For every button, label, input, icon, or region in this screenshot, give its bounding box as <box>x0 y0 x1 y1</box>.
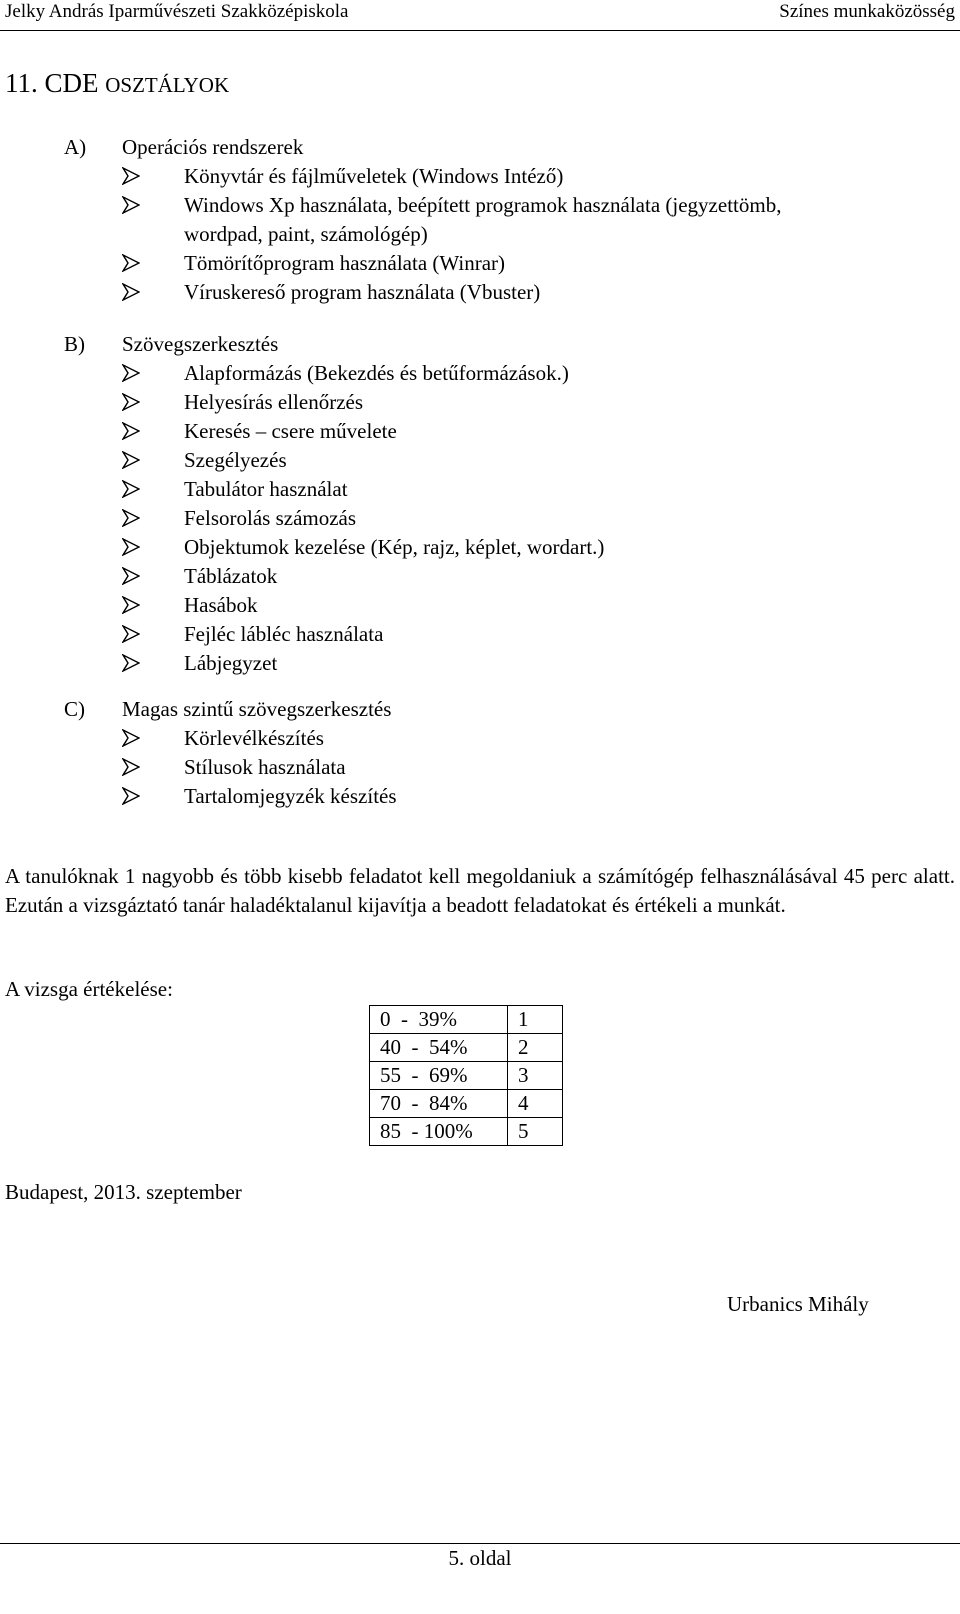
list-item: Szegélyezés <box>122 446 604 475</box>
list-item: Felsorolás számozás <box>122 504 604 533</box>
list-item: Tabulátor használat <box>122 475 604 504</box>
section-letter: C) <box>64 697 85 721</box>
arrow-bullet-icon <box>122 538 140 556</box>
arrow-bullet-icon <box>122 729 140 747</box>
page-number: 5. oldal <box>448 1546 512 1570</box>
section-letter: B) <box>64 332 85 356</box>
bullet-list <box>122 162 781 307</box>
list-item: Hasábok <box>122 591 604 620</box>
arrow-bullet-icon <box>122 787 140 805</box>
section-heading: Operációs rendszerek <box>122 135 304 159</box>
percent-range-cell: 0 - 39% <box>370 1006 508 1034</box>
section-letter: A) <box>64 135 87 159</box>
arrow-bullet-icon <box>122 196 140 214</box>
list-item: Könyvtár és fájlműveletek (Windows Intéző) <box>122 162 781 191</box>
list-item: Objektumok kezelése (Kép, rajz, képlet, wordart.) <box>122 533 604 562</box>
grade-cell: 2 <box>508 1034 563 1062</box>
list-item: Körlevélkészítés <box>122 724 397 753</box>
grade-cell: 4 <box>508 1090 563 1118</box>
bullet-list <box>122 359 604 678</box>
arrow-bullet-icon <box>122 567 140 585</box>
title-label: OSZTÁLYOK <box>105 73 230 97</box>
bullet-list <box>122 724 397 811</box>
table-row <box>370 1118 563 1146</box>
section-heading: Magas szintű szövegszerkesztés <box>122 697 392 721</box>
list-item: Keresés – csere művelete <box>122 417 604 446</box>
list-item: Stílusok használata <box>122 753 397 782</box>
arrow-bullet-icon <box>122 451 140 469</box>
table-row <box>370 1090 563 1118</box>
arrow-bullet-icon <box>122 758 140 776</box>
percent-range-cell: 70 - 84% <box>370 1090 508 1118</box>
arrow-bullet-icon <box>122 422 140 440</box>
list-item: Táblázatok <box>122 562 604 591</box>
grade-cell: 3 <box>508 1062 563 1090</box>
evaluation-label: A vizsga értékelése: <box>5 977 173 1001</box>
arrow-bullet-icon <box>122 480 140 498</box>
arrow-bullet-icon <box>122 254 140 272</box>
list-item: Lábjegyzet <box>122 649 604 678</box>
school-name: Jelky András Iparművészeti Szakközépiskola <box>5 1 349 22</box>
list-item: Fejléc lábléc használata <box>122 620 604 649</box>
arrow-bullet-icon <box>122 654 140 672</box>
table-row <box>370 1034 563 1062</box>
place-date: Budapest, 2013. szeptember <box>5 1180 242 1204</box>
signature-name: Urbanics Mihály <box>727 1292 869 1316</box>
arrow-bullet-icon <box>122 364 140 382</box>
arrow-bullet-icon <box>122 283 140 301</box>
instructions-paragraph: A tanulóknak 1 nagyobb és több kisebb feladatot kell megoldaniuk a számítógép felhasználásával 45 perc alatt. Ezután a vizsgáztató tanár haladéktalanul kijavítja a beadott feladatokat és értékeli a munkát. <box>5 864 955 917</box>
grading-table <box>369 1005 563 1146</box>
page-header <box>0 0 960 31</box>
arrow-bullet-icon <box>122 509 140 527</box>
page-title <box>5 68 229 99</box>
table-row <box>370 1062 563 1090</box>
percent-range-cell: 85 - 100% <box>370 1118 508 1146</box>
arrow-bullet-icon <box>122 625 140 643</box>
department-name: Színes munkaközösség <box>779 1 955 22</box>
arrow-bullet-icon <box>122 596 140 614</box>
section-heading: Szövegszerkesztés <box>122 332 279 356</box>
title-number: 11. CDE <box>5 68 99 98</box>
percent-range-cell: 40 - 54% <box>370 1034 508 1062</box>
list-item: Helyesírás ellenőrzés <box>122 388 604 417</box>
arrow-bullet-icon <box>122 393 140 411</box>
page-footer <box>0 1543 960 1614</box>
list-item: Alapformázás (Bekezdés és betűformázások.) <box>122 359 604 388</box>
list-item: Windows Xp használata, beépített programok használata (jegyzettömb, wordpad, paint, számológép) <box>122 191 781 249</box>
table-row <box>370 1006 563 1034</box>
list-item: Tömörítőprogram használata (Winrar) <box>122 249 781 278</box>
percent-range-cell: 55 - 69% <box>370 1062 508 1090</box>
list-item-continuation: wordpad, paint, számológép) <box>184 222 428 246</box>
grade-cell: 5 <box>508 1118 563 1146</box>
arrow-bullet-icon <box>122 167 140 185</box>
grade-cell: 1 <box>508 1006 563 1034</box>
list-item: Tartalomjegyzék készítés <box>122 782 397 811</box>
list-item: Víruskereső program használata (Vbuster) <box>122 278 781 307</box>
